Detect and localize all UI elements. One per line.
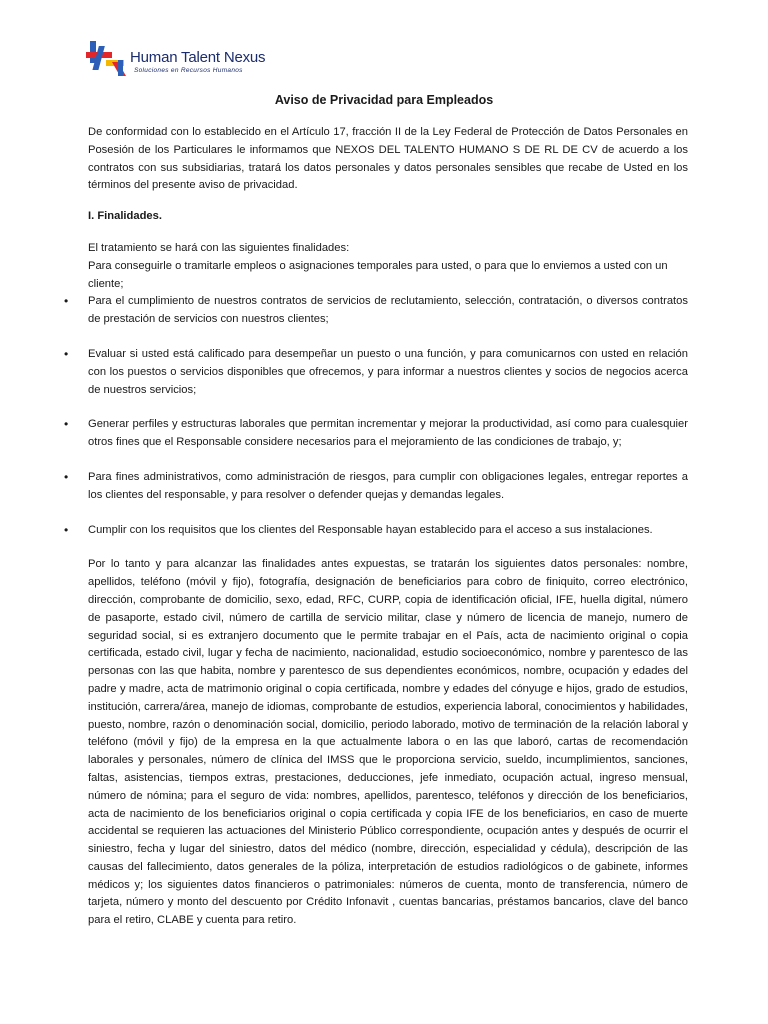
purposes-list [88,258,688,540]
list-item: • Generar perfiles y estructuras laborales que permitan incrementar y mejorar la productividad, así como para cualesquier otros fines que el Responsable considere necesarios para el mejoramiento de las condiciones de trabajo, y; [88,416,688,452]
list-item: • Para fines administrativos, como administración de riesgos, para cumplir con obligaciones legales, entregar reportes a los clientes del responsable, y para resolver o defender quejas y demandas legales. [88,469,688,505]
purpose-first-text: Para conseguirle o tramitarle empleos o asignaciones temporales para usted, o para que lo enviemos a usted con un cliente; [88,259,668,290]
logo-wordmark: Human Talent Nexus [130,49,266,66]
list-item: • Cumplir con los requisitos que los clientes del Responsable hayan establecido para el acceso a sus instalaciones. [88,522,688,540]
logo-mark-icon [86,38,128,78]
document-body [88,124,688,930]
document-title: Aviso de Privacidad para Empleados [274,93,494,107]
purposes-intro: El tratamiento se hará con las siguientes finalidades: [88,241,350,254]
logo-tagline: Soluciones en Recursos Humanos [134,67,243,74]
company-logo [86,38,276,78]
section-heading: I. Finalidades. [88,210,162,223]
list-item: • Evaluar si usted está calificado para desempeñar un puesto o una función, y para comunicarnos con usted en relación con los puestos o servicios disponibles que ofrecemos, y para informar a nuestros clientes y socios de negocios acerca de nuestros servicios; [88,346,688,399]
purposes-intro-block [88,240,688,258]
closing-paragraph: Por lo tanto y para alcanzar las finalidades antes expuestas, se tratarán los siguientes datos personales: nombre, apellidos, teléfono (móvil y fijo), fotografía, designación de beneficiarios para cobro de finiquito, correo electrónico, dirección, comprobante de domicilio, sexo, edad, RFC, CURP, copia de identificación oficial, IFE, huella digital, número de pasaporte, estado civil, número de cartilla de servicio militar, clase y número de licencia de manejo, numero de seguridad social, si es extranjero documento que le permite trabajar en el País, acta de nacimiento original o copia certificada, estado civil, lugar y fecha de nacimiento, nacionalidad, estudio socioeconómico, nombre y parentesco de las personas con las que habita, nombre y parentesco de sus dependientes económicos, nombre, ocupación y edades del padre y madre, acta de matrimonio original o copia certificada, nombre y edades del cónyuge e hijos, grado de estudios, institución, carrera/área, manejo de idiomas, comprobante de estudios, experiencia laboral, conocimientos y habilidades, puesto, nombre, razón o denominación social, domicilio, periodo laborado, motivo de terminación de la relación laboral y teléfono (móvil y fijo) de la empresa en la que actualmente labora o en las que laboró, cartas de recomendación laborales y personales, número de clínica del IMSS que le proporciona servicio, sueldo, incumplimientos, sanciones, faltas, asistencias, tiempos extras, prestaciones, deducciones, jefe inmediato, ocupación actual, ingreso mensual, número de nómina; para el seguro de vida: nombres, apellidos, parentesco, teléfonos y dirección de los beneficiarios, acta de nacimiento de los beneficiarios original o copia certificada y copia IFE de los beneficiarios, en caso de muerte accidental se requieren las actuaciones del Ministerio Público correspondiente, ocupación antes y después de ocurrir el siniestro, fecha y lugar del siniestro, datos del médico (nombre, dirección, especialidad y cédula), descripción de las causas del fallecimiento, datos generales de la póliza, interpretación de estudios radiológicos o de gabinete, informes médicos y; los siguientes datos financieros o patrimoniales: números de cuenta, monto de transferencia, número de tarjeta, número y monto del descuento por Crédito Infonavit , cuentas bancarias, préstamos bancarios, clave del banco para el retiro, CLABE y cuenta para retiro. [88,558,688,927]
purpose-first [88,258,688,294]
list-item: • Para el cumplimiento de nuestros contratos de servicios de reclutamiento, selección, contratación, o diversos contratos de prestación de servicios con nuestros clientes; [88,293,688,329]
intro-paragraph: De conformidad con lo establecido en el Artículo 17, fracción II de la Ley Federal de Protección de Datos Personales en Posesión de los Particulares le informamos que NEXOS DEL TALENTO HUMANO S DE RL DE CV de acuerdo a los contratos con sus subsidiarias, tratará los datos personales y datos personales sensibles que recabe de Usted en los términos del presente aviso de privacidad. [88,126,688,192]
